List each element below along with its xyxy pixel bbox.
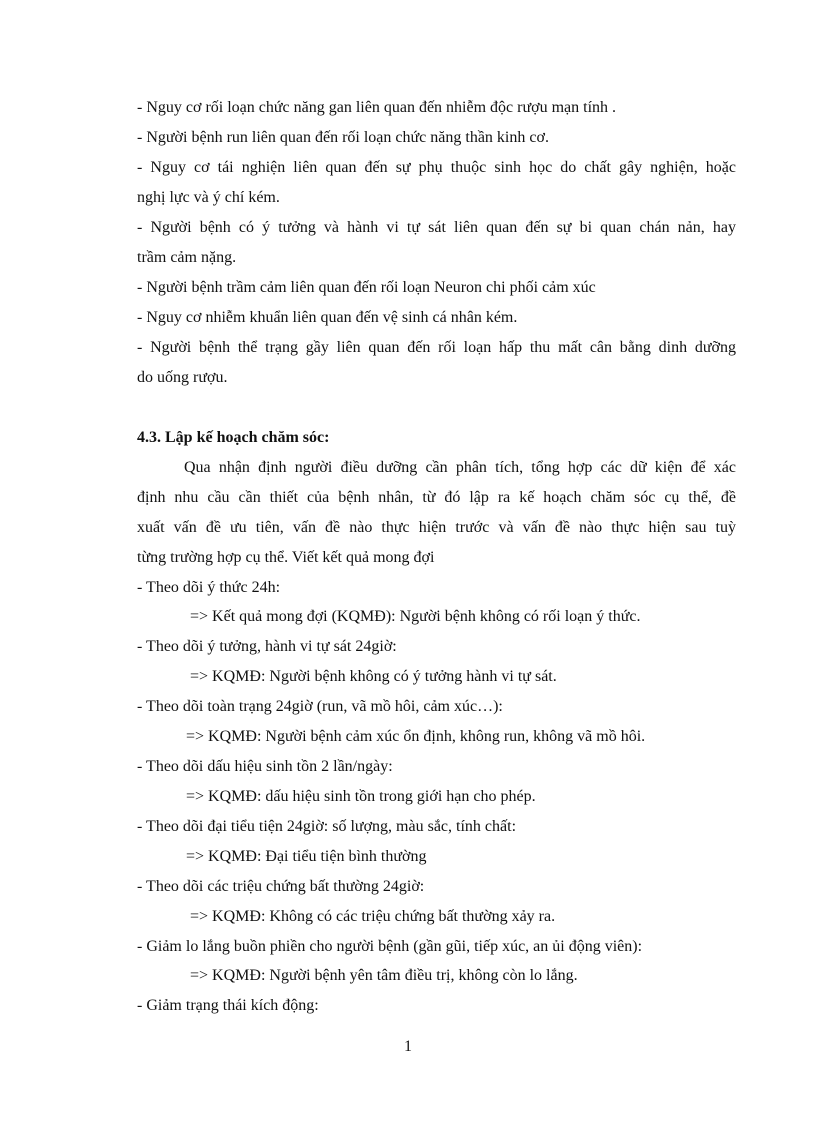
risk-line: do uống rượu.	[137, 369, 228, 386]
intro-line: xuất vấn đề ưu tiên, vấn đề nào thực hiện trước và vấn đề nào thực hiện sau tuỳ	[137, 519, 736, 536]
plan-item: - Theo dõi ý thức 24h:	[137, 579, 281, 596]
plan-item: - Giảm lo lắng buồn phiền cho người bệnh (gần gũi, tiếp xúc, an ủi động viên):	[137, 938, 643, 955]
risk-line: - Nguy cơ nhiễm khuẩn liên quan đến vệ sinh cá nhân kém.	[137, 309, 518, 326]
plan-outcome: => Kết quả mong đợi (KQMĐ): Người bệnh không có rối loạn ý thức.	[190, 608, 641, 625]
plan-outcome: => KQMĐ: Đại tiểu tiện bình thường	[186, 848, 427, 865]
plan-item: - Giảm trạng thái kích động:	[137, 997, 319, 1014]
plan-outcome: => KQMĐ: Người bệnh yên tâm điều trị, không còn lo lắng.	[190, 967, 578, 984]
risk-line: - Người bệnh thể trạng gầy liên quan đến rối loạn hấp thu mất cân bằng dinh dưỡng	[137, 339, 736, 356]
plan-item: - Theo dõi các triệu chứng bất thường 24giờ:	[137, 878, 425, 895]
plan-item: - Theo dõi toàn trạng 24giờ (run, vã mồ hôi, cảm xúc…):	[137, 698, 503, 715]
plan-outcome: => KQMĐ: dấu hiệu sinh tồn trong giới hạn cho phép.	[186, 788, 536, 805]
intro-line: Qua nhận định người điều dưỡng cần phân tích, tổng hợp các dữ kiện để xác	[184, 459, 736, 476]
plan-item: - Theo dõi đại tiểu tiện 24giờ: số lượng, màu sắc, tính chất:	[137, 818, 517, 835]
plan-item: - Theo dõi dấu hiệu sinh tồn 2 lần/ngày:	[137, 758, 393, 775]
risk-line: - Nguy cơ tái nghiện liên quan đến sự phụ thuộc sinh học do chất gây nghiện, hoặc	[137, 159, 736, 176]
risk-line: - Nguy cơ rối loạn chức năng gan liên quan đến nhiễm độc rượu mạn tính .	[137, 99, 617, 116]
risk-line: - Người bệnh trầm cảm liên quan đến rối loạn Neuron chi phối cảm xúc	[137, 279, 596, 296]
plan-outcome: => KQMĐ: Người bệnh không có ý tưởng hành vi tự sát.	[190, 668, 557, 685]
plan-outcome: => KQMĐ: Người bệnh cảm xúc ổn định, không run, không vã mồ hôi.	[186, 728, 646, 745]
risk-line: nghị lực và ý chí kém.	[137, 189, 280, 206]
risk-line: - Người bệnh run liên quan đến rối loạn chức năng thần kinh cơ.	[137, 129, 549, 146]
plan-outcome: => KQMĐ: Không có các triệu chứng bất thường xảy ra.	[190, 908, 556, 925]
page-number: 1	[404, 1038, 412, 1055]
risk-line: - Người bệnh có ý tưởng và hành vi tự sát liên quan đến sự bi quan chán nản, hay	[137, 219, 736, 236]
intro-line: định nhu cầu cần thiết của bệnh nhân, từ đó lập ra kế hoạch chăm sóc cụ thể, đề	[137, 489, 736, 506]
section-heading: 4.3. Lập kế hoạch chăm sóc:	[137, 429, 330, 446]
intro-line: từng trường hợp cụ thể. Viết kết quả mong đợi	[137, 549, 435, 566]
plan-item: - Theo dõi ý tưởng, hành vi tự sát 24giờ:	[137, 638, 397, 655]
risk-line: trầm cảm nặng.	[137, 249, 237, 266]
